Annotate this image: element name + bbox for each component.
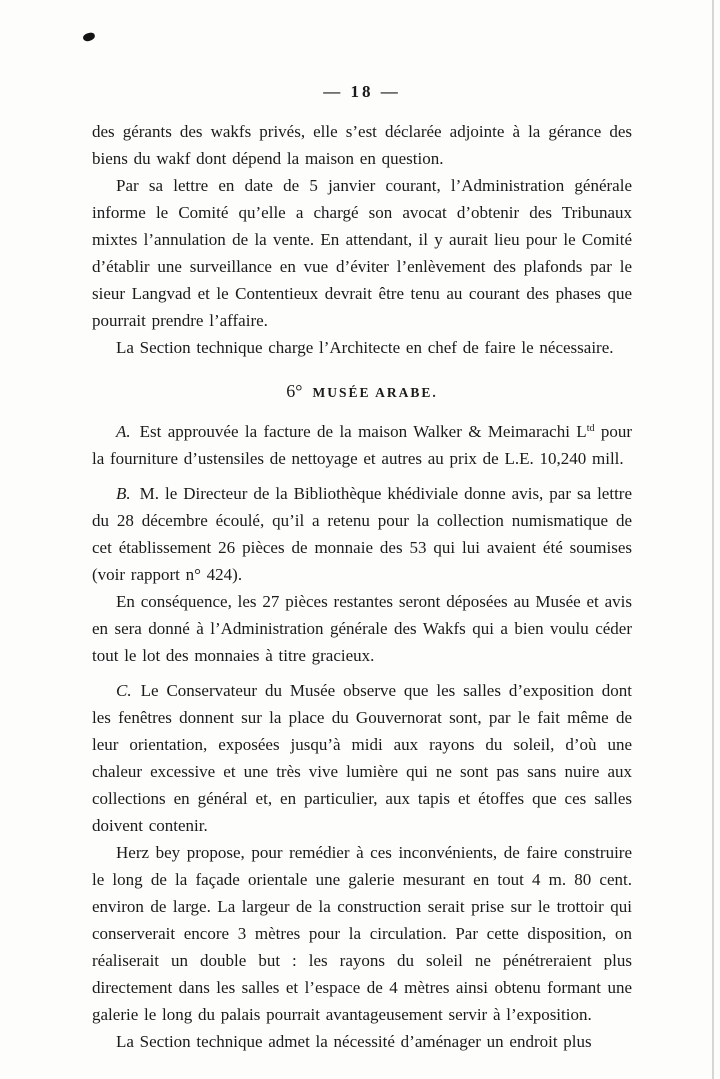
paragraph-continuation: des gérants des wakfs privés, elle s’est déclarée adjointe à la gérance des biens du wakf dont dépend la maison en question. [92, 122, 632, 168]
section-heading-title: MUSÉE ARABE. [312, 385, 438, 400]
section-heading [92, 378, 632, 405]
scan-artifact-edge-shadow [712, 0, 714, 1079]
scan-artifact-speck [82, 32, 95, 42]
item-b-text: M. le Directeur de la Bibliothèque khédiviale donne avis, par sa lettre du 28 décembre écoulé, qu’il a retenu pour la collection numismatique de cet établissement 26 pièces de monnaie des 53 qui lui avaient été soumises (voir rapport n° 424). [92, 484, 632, 584]
ltd-superscript: td [586, 423, 595, 434]
paragraph-section-admet: La Section technique admet la nécessité d’aménager un endroit plus [116, 1032, 592, 1051]
item-paragraph-b [92, 480, 632, 588]
item-paragraph-c [92, 677, 632, 839]
item-letter-b: B. [116, 484, 131, 503]
item-c-text: Le Conservateur du Musée observe que les salles d’exposition dont les fenêtres donnent sur la place du Gouvernorat sont, par le fait même de leur orientation, exposées jusqu’à midi aux rayons du soleil, d’où une chaleur excessive et une très vive lumière qui ne sont pas sans nuire aux collections en général et, en particulier, aux tapis et étoffes que ces salles doivent contenir. [92, 681, 632, 835]
item-a-text-1: Est approuvée la facture de la maison Walker & Meimarachi L [139, 422, 587, 441]
paragraph-consequence: En conséquence, les 27 pièces restantes seront déposées au Musée et avis en sera donné à l’Administration générale des Wakfs qui a bien voulu céder tout le lot des monnaies à titre gracieux. [92, 592, 632, 665]
item-letter-a: A. [116, 422, 131, 441]
item-a-text-2: pour la fourniture d’ustensiles de nettoyage et autres au prix de L.E. 10,240 mill. [92, 422, 632, 468]
text-block [92, 118, 632, 1055]
section-heading-number: 6° [286, 381, 303, 401]
paragraph-herz-bey: Herz bey propose, pour remédier à ces inconvénients, de faire construire le long de la façade orientale une galerie mesurant en tout 4 m. 80 cent. environ de large. La largeur de la construction serait prise sur le trottoir qui conserverait encore 3 mètres pour la circulation. Par cette disposition, on réaliserait un double but : les rayons du soleil ne pénétreraient plus directement dans les salles et l’espace de 4 mètres ainsi obtenu formant une galerie le long du palais pourrait avantageusement servir à l’exposition. [92, 843, 632, 1024]
item-letter-c: C. [116, 681, 132, 700]
page-number: — 18 — [323, 82, 401, 101]
item-paragraph-a [92, 418, 632, 472]
paragraph-section-technique: La Section technique charge l’Architecte en chef de faire le nécessaire. [116, 338, 614, 357]
paragraph-letter-administration: Par sa lettre en date de 5 janvier courant, l’Administration générale informe le Comité qu’elle a chargé son avocat d’obtenir des Tribunaux mixtes l’annulation de la vente. En attendant, il y aurait lieu pour le Comité d’établir une surveillance en vue d’éviter l’enlèvement des plafonds par le sieur Langvad et le Contentieux devrait être tenu au courant des phases que pourrait prendre l’affaire. [92, 176, 632, 330]
